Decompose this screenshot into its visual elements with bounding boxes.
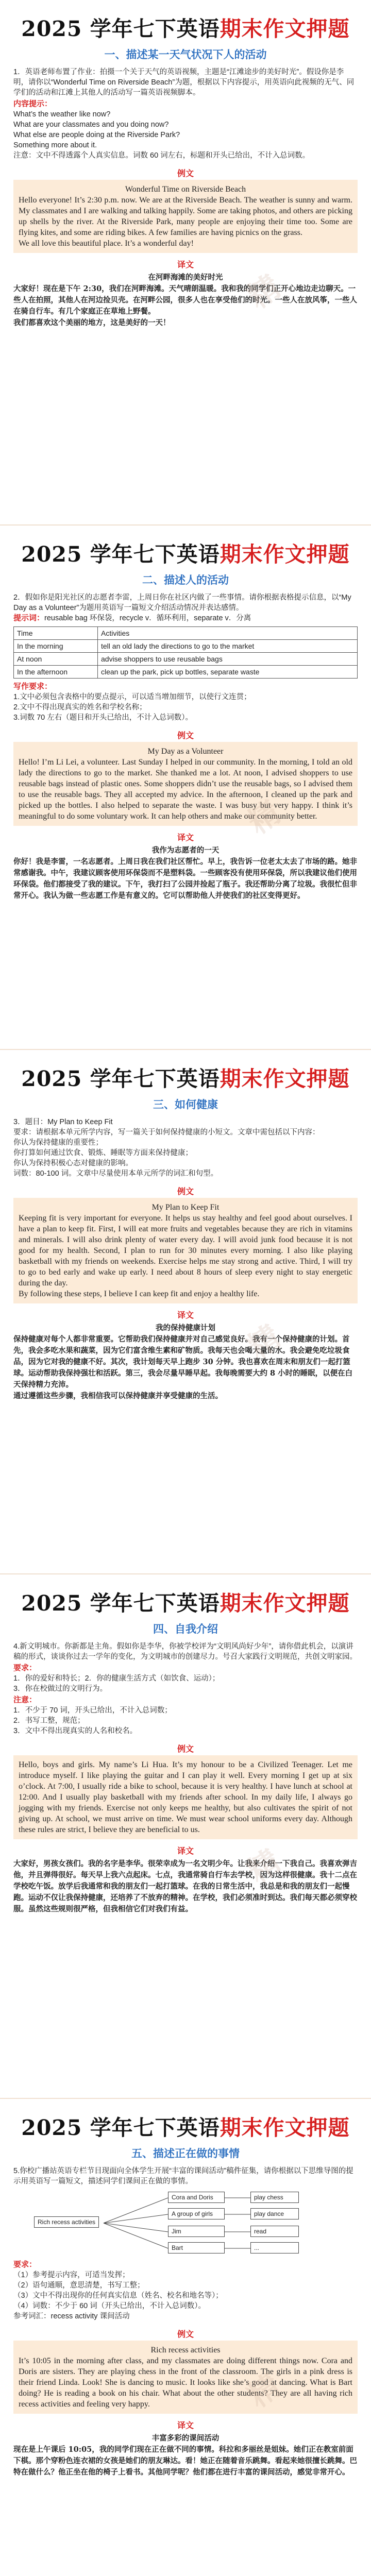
point: 你认为保持积极心态对健康的影响。 — [13, 1159, 133, 1167]
req: （4）词数：不少于 60 词（开头已给出，不计入总词数）。 — [13, 2302, 206, 2310]
hint: What’s the weather like now? — [13, 110, 111, 118]
translation-title: 我的保持健康计划 — [156, 1324, 215, 1332]
activity-table — [13, 626, 358, 679]
table-row — [14, 640, 358, 653]
translation-text: 保持健康对每个人都非常重要。它帮助我们保持健康并对自己感觉良好。我有一个保持健康的计划。首先，我会多吃水果和蔬菜，因为它们富含维生素和矿物质。我每天也会喝大量的水。我会避免吃垃圾食品，因为它对我的健康不好。其次，我计划每天早上跑步 30 分钟。我也喜欢在周末和朋友们一起打篮球。运动帮助我保持强壮和活跃。第三，我会尽量早睡早起。我每晚需要大约 8 小时的睡眠，以便在白天保持精力充沛。 — [13, 1335, 353, 1389]
translation-text: 你好！我是李雷，一名志愿者。上周日我在我们社区帮忙。早上，我告诉一位老太太去了市场的路。她非常感谢我。中午，我建议顾客使用环保袋而不是塑料袋。一些顾客没有使用环保袋，所以我建议他们使用环保袋。他们都接受了我的建议。下午，我打扫了公园并捡起了瓶子。我还帮助分离了垃圾。我很忙但非常开心。我认为做一些志愿工作是有意义的。它可以帮助他人并使我们的社区变得更好。 — [13, 857, 357, 900]
sample-text: Hello! I’m Li Lei, a volunteer. Last Sunday I helped in our community. In the morning, I told an old lady the directions to go to the market. She thanked me a lot. At noon, I advised shoppers to use reusable bags instead of plastic ones. Some shoppers didn’t use the reusable bags, so I advised them to use the reusable bags. They all accepted my advice. In the afternoon, I cleaned up the park and picked up the bottles. I also helped to separate the waste. I was busy but very happy. I think it’s meaningful to do some voluntary work. It can help others and make our community better. — [19, 758, 352, 821]
translation-text: 大家好！现在是下午 2:30，我们在河畔海滩。天气晴朗温暖。我和我的同学们正开心地边走边聊天。一些人在拍照，其他人在河边捡贝壳。在河畔公园，很多人也在享受他们的时光。一些人在放风筝，一些人在骑自行车。有几个家庭正在草地上野餐。 — [13, 284, 357, 316]
sample-label: 例文 — [177, 1745, 194, 1754]
prompt: 5.你校广播站英语专栏节目现面向全体学生开展“丰富的课间活动”稿件征集，请你根据以下思维导图的提示用英语写一篇短文，描述同学们课间正在做的事情。 — [13, 2167, 353, 2185]
mind-node: Jim — [168, 2226, 225, 2237]
sample-label: 例文 — [177, 1188, 194, 1196]
watermark: 精 — [241, 1843, 287, 1890]
translation-title: 我作为志愿者的一天 — [151, 846, 220, 855]
sample-title: My Plan to Keep Fit — [151, 1203, 220, 1212]
page-header — [13, 1050, 358, 1094]
point: 你打算如何通过饮食、锻炼、睡眠等方面来保持健康； — [13, 1149, 193, 1157]
req: （2）语句通顺，意思清楚，书写工整； — [13, 2281, 145, 2290]
header-year: 2025 学年七下英语 — [21, 2115, 220, 2140]
translation-label: 译文 — [177, 2421, 194, 2430]
page-1 — [0, 0, 371, 524]
note: 3．文中不得出现真实的人名和校名。 — [13, 1727, 138, 1735]
table-cell: Activities — [98, 627, 358, 640]
prompt: 1．英语老师布置了作业：拍摄一个关于天气的英语视频，主题是“江滩途步的美好时光”。假设你是李明，请你以“Wonderful Time on Riverside Beach”为题，根据以下内容提示，用英语向此视频的无气、同学们的活动和江滩上其他人的活动写一篇英语视频脚本。 — [13, 68, 355, 97]
mind-center: Rich recess activities — [34, 2216, 99, 2228]
translation-title: 在河畔海滩的美好时光 — [148, 273, 223, 282]
translation-title: 丰富多彩的课间活动 — [151, 2434, 220, 2443]
header-title: 期末作文押题 — [220, 2115, 350, 2140]
table-row — [14, 666, 358, 679]
mind-sub: read — [250, 2226, 299, 2237]
table-cell: At noon — [14, 653, 98, 666]
table-row — [14, 653, 358, 666]
req: 3.词数 70 左右（题目和开头已给出，不计入总词数）。 — [13, 714, 193, 722]
sample-end: We all love this beautiful place. It’s a wonderful day! — [19, 239, 194, 248]
page-header — [13, 2099, 358, 2143]
prompt: 2．假如你是阳光社区的志愿者李雷，上周日你在社区内做了一些事情。请你根据表格提示信息，以“My Day as a Volunteer”为题用英语写一篇短文介绍活动情况并表达感情。 — [13, 594, 351, 612]
req: 2.文中不得出现真实的姓名和学校名称； — [13, 703, 147, 711]
header-year: 2025 学年七下英语 — [21, 541, 220, 567]
table-cell: Time — [14, 627, 98, 640]
sample-title: Rich recess activities — [150, 2346, 221, 2354]
watermark: 精 — [241, 269, 287, 315]
sample-box — [13, 2341, 358, 2414]
sample-title: Wonderful Time on Riverside Beach — [125, 185, 246, 194]
page-header — [13, 1574, 358, 1619]
req-label: 要求： — [13, 2260, 37, 2269]
sample-label: 例文 — [177, 732, 194, 740]
prompt: 4.新文明城市。你新都是主角。假如你是李华，你被学校评为“文明风尚好少年”，请你借此机会，以演讲稿的形式，谈谈你过去一学年的变化，为文明城市的创建尽力。号召大家践行文明规范，共创文明家园。 — [13, 1642, 357, 1661]
note: 2．书写工整，规范； — [13, 1717, 85, 1725]
table-cell: In the afternoon — [14, 666, 98, 679]
note: 词数：80-100 词。文章中尽量使用本单元所学的词汇和句型。 — [13, 1170, 218, 1178]
req: 3．你在校做过的文明行为。 — [13, 1685, 108, 1693]
sample-box — [13, 742, 358, 826]
section-title: 五、描述正在做的事情 — [131, 2147, 240, 2160]
note: 1．不少于 70 词，开头已给出，不计入总词数； — [13, 1706, 172, 1715]
hint-label: 内容提示： — [13, 99, 53, 108]
req-label: 要求： — [13, 1664, 37, 1672]
header-year: 2025 学年七下英语 — [21, 16, 220, 41]
translation-label: 译文 — [177, 1847, 194, 1856]
page-header — [13, 526, 358, 570]
sample-title: My Day as a Volunteer — [147, 747, 224, 756]
section-title: 四、自我介绍 — [153, 1623, 218, 1635]
sample-box — [13, 1198, 358, 1303]
hint: What else are people doing at the Riverside Park? — [13, 131, 180, 139]
mind-node: Bart — [168, 2242, 225, 2253]
header-year: 2025 学年七下英语 — [21, 1590, 220, 1616]
section-title: 一、描述某一天气状况下人的活动 — [104, 48, 267, 61]
table-cell: In the morning — [14, 640, 98, 653]
req: 1．你的爱好和特长；2．你的健康生活方式（如饮食、运动）； — [13, 1674, 220, 1683]
prompt-title: 3．题目：My Plan to Keep Fit — [13, 1118, 113, 1126]
header-title: 期末作文押题 — [220, 541, 350, 567]
page-3 — [0, 1049, 371, 1573]
req: （3）文中不得出现你的任何真实信息（姓名、校名和地名等）； — [13, 2292, 223, 2300]
translation-text: 大家好，男孩女孩们。我的名字是李华。很荣幸成为一名文明少年。让我来介绍一下我自己。我喜欢弹吉他，并且弹得很好。每天早上我六点起床。七点，我通常骑自行车去学校，因为这样很健康。我十二点在学校吃午饭。放学后我通常和我的朋友们一起打篮球。在我的日常生活中，我总是和我的朋友们一起慢跑。运动不仅让我保持健康，还培养了不放弃的精神。在学校，我们必须准时到达。我们每天都必须穿校服。虽然这些规则很严格，但我相信它们对我们有益。 — [13, 1859, 357, 1913]
watermark: 精 — [241, 2368, 287, 2414]
table-cell: clean up the park, pick up bottles, separate waste — [98, 666, 358, 679]
watermark: 精 — [241, 1319, 287, 1365]
watermark: 精 — [241, 794, 287, 841]
header-year: 2025 学年七下英语 — [21, 1066, 220, 1091]
note: 注意：文中不得透露个人真实信息。词数 60 词左右，标题和开头已给出，不计入总词数。 — [13, 151, 310, 160]
hint: Something more about it. — [13, 141, 97, 149]
mind-sub: ... — [250, 2242, 299, 2253]
table-cell: advise shoppers to use reusable bags — [98, 653, 358, 666]
translation-label: 译文 — [177, 834, 194, 842]
mind-sub: play chess — [250, 2192, 299, 2203]
section-title: 二、描述人的活动 — [142, 574, 229, 586]
mind-node: A group of girls — [168, 2208, 225, 2219]
page-2 — [0, 524, 371, 1049]
prompt: 要求：请根据本单元所学内容，写一篇关于如何保持健康的小短文。文章中需包括以下内容： — [13, 1128, 320, 1137]
sample-label: 例文 — [177, 2330, 194, 2339]
sample-text: Keeping fit is very important for everyone. It helps us stay healthy and feel good about ourselves. I have a plan to keep fit. First, I will eat more fruits and vegetables because they are rich in vitamins and minerals. I will also drink plenty of water every day. I will avoid junk food because it is not good for my health. Second, I plan to run for 30 minutes every morning. I also like playing basketball with my friends on weekends. Exercise helps me stay strong and active. Third, I will try to go to bed early and wake up early. I need about 8 hours of sleep every night to stay energetic during the day. — [19, 1214, 352, 1287]
hint-words: reusable bag 环保袋，recycle v．循环利用，separate v．分离 — [44, 614, 251, 622]
ref-words: 参考词汇：recess activity 课间活动 — [13, 2312, 130, 2320]
mind-map — [13, 2190, 358, 2257]
sample-box — [13, 180, 358, 253]
sample-box — [13, 1755, 358, 1839]
table-header-row — [14, 627, 358, 640]
header-title: 期末作文押题 — [220, 16, 350, 41]
sample-label: 例文 — [177, 170, 194, 178]
translation-label: 译文 — [177, 261, 194, 269]
page-5 — [0, 2098, 371, 2576]
sample-text: Hello everyone! It’s 2:30 p.m. now. We are at the Riverside Beach. The weather is sunny and warm. My classmates and I are walking and talking happily. Some are taking photos, and others are picking up shells by the river. At the Riverside Park, many people are enjoying their time too. Some are flying kites, and some are riding bikes. A few families are having picnics on the grass. — [19, 196, 352, 237]
translation-label: 译文 — [177, 1311, 194, 1320]
header-title: 期末作文押题 — [220, 1590, 350, 1616]
sample-text: It’s 10:05 in the morning after class, and my classmates are doing different things now. Cora and Doris are sisters. They are playing chess in the front of the classroom. The girls in a pink dress is their friend Linda. Look! She is dancing to music. It looks like she’s good at dancing. What is Bart doing? He is reading a book on his chair. What about the other students? They are all having rich recess activities and feeling very happy. — [19, 2357, 352, 2409]
header-title: 期末作文押题 — [220, 1066, 350, 1091]
sample-text: Hello, boys and girls. My name’s Li Hua. It’s my honour to be a Civilized Teenager. Let me introduce myself. I like playing the guitar and I can play it well. Every morning I get up at six o’clock. At 7:00, I usually ride a bike to school, because it is very healthy. I have lunch at school at 12:00. And I usually play basketball with my friends after school. In my daily life, I always go jogging with my friends. Exercise not only keeps me healthy, but also cultivates the spirit of not giving up. At school, we must arrive on time. We must wear school uniforms every day. Although these rules are strict, I believe they are beneficial to us. — [19, 1760, 352, 1834]
point: 你认为保持健康的重要性； — [13, 1139, 103, 1147]
page-header — [13, 0, 358, 44]
req: （1）参考提示内容，可适当发挥； — [13, 2271, 130, 2279]
sample-end: By following these steps, I believe I can keep fit and enjoy a healthy life. — [19, 1290, 260, 1298]
translation-end: 通过遵循这些步骤，我相信我可以保持健康并享受健康的生活。 — [13, 1392, 223, 1400]
translation-end: 我们都喜欢这个美丽的地方，这是美好的一天！ — [13, 318, 171, 327]
section-title: 三、如何健康 — [153, 1098, 218, 1111]
req-label: 写作要求： — [13, 682, 53, 691]
hint: What are your classmates and you doing now? — [13, 121, 169, 129]
mind-sub: play dance — [250, 2208, 299, 2219]
hint-label: 提示词： — [13, 614, 45, 622]
req: 1.文中必须包含表格中的要点提示，可以适当增加细节，以使行文连贯； — [13, 693, 251, 701]
note-label: 注意： — [13, 1696, 37, 1704]
table-cell: tell an old lady the directions to go to the market — [98, 640, 358, 653]
translation-text: 现在是上午课后 10:05，我的同学们现在正在做不同的事情。科拉和多丽丝是姐妹。她们正在教室前面下棋。那个穿粉色连衣裙的女孩是她们的朋友琳达。看！她正在随着音乐跳舞。看起来她很擅长跳舞。巴特在做什么？他正坐在他的椅子上看书。其他同学呢？他们都在进行丰富的课间活动，感觉非常开心。 — [13, 2445, 357, 2477]
page-4 — [0, 1573, 371, 2098]
mind-node: Cora and Doris — [168, 2192, 225, 2203]
